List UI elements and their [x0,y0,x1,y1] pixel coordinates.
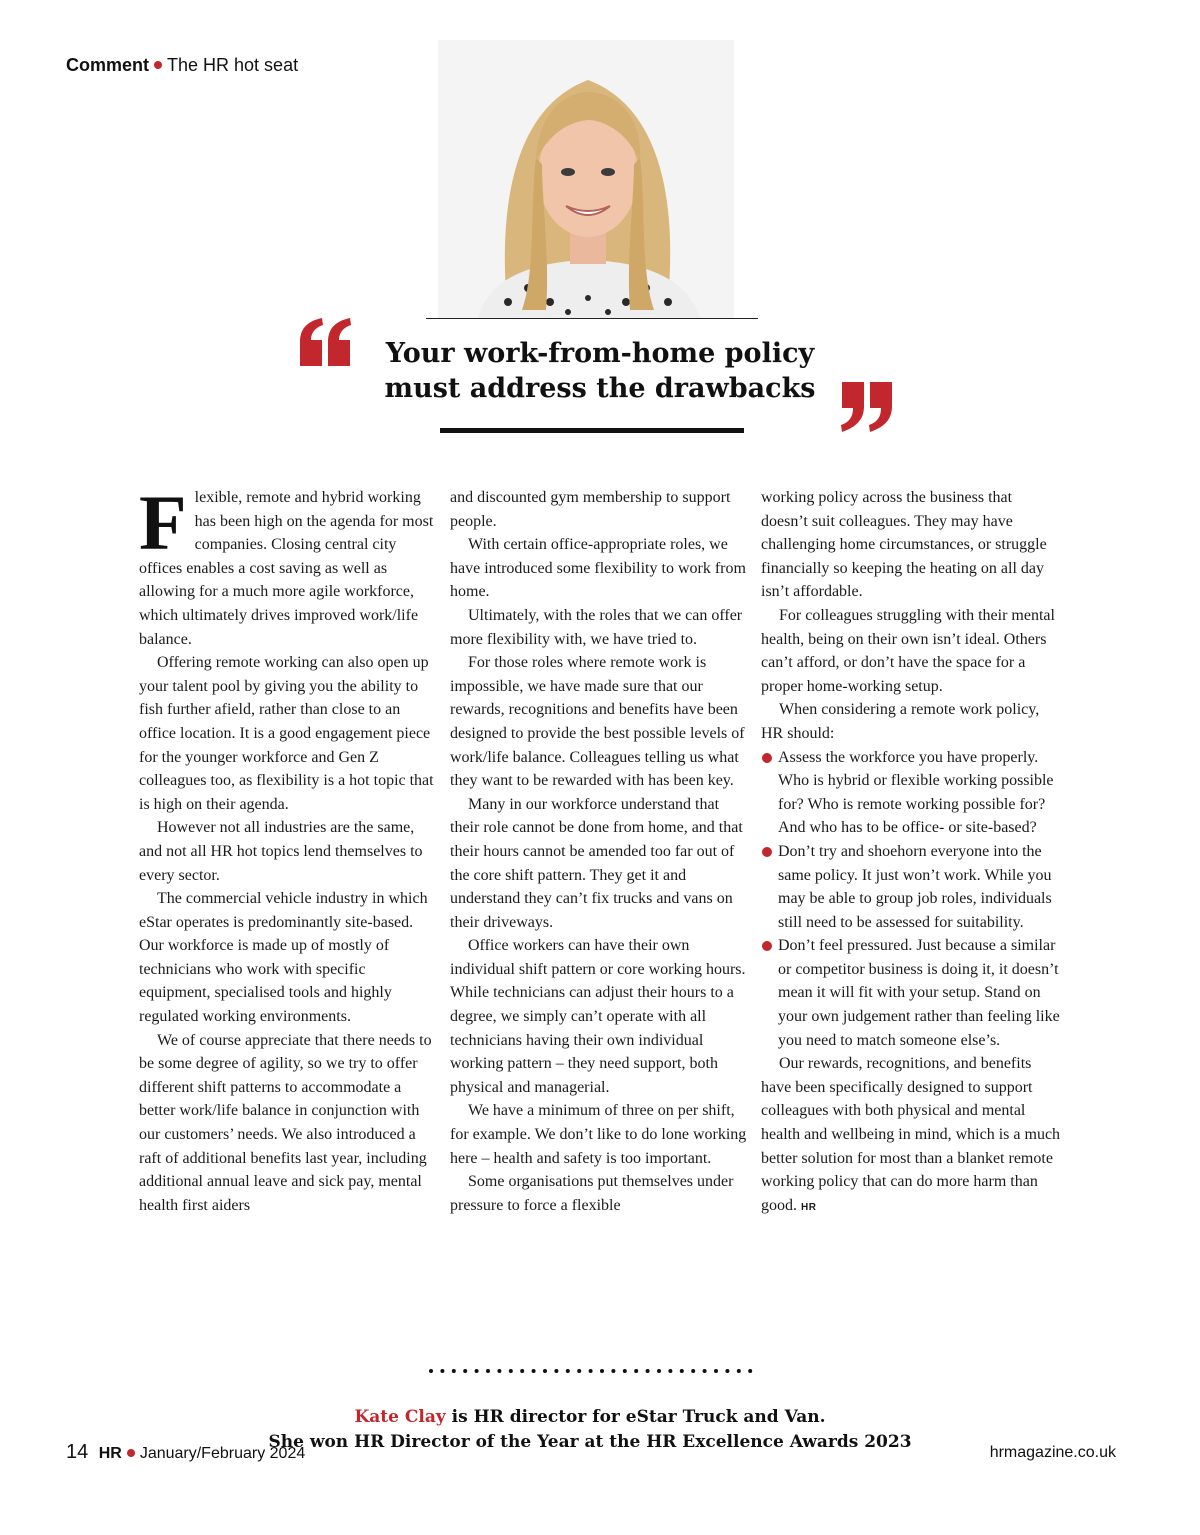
divider-dot [646,1369,650,1373]
divider-dot [680,1369,684,1373]
divider-dot [452,1369,456,1373]
bullet-dot-icon [127,1449,135,1457]
section-label: Comment [66,55,150,75]
article-column-3 [761,486,1061,1219]
divider-dot [532,1369,536,1373]
divider-dot [520,1369,524,1373]
portrait-photo-icon [438,40,734,318]
divider-dot [714,1369,718,1373]
page-number: 14 [66,1441,89,1463]
paragraph: We of course appreciate that there needs to be some degree of agility, so we try to offer different shift patterns to accommodate a better work/life balance in conjunction with our customers’ needs. We also introduced a raft of additional benefits last year, including additional annual leave and sick pay, mental health first aiders [139,1031,432,1214]
divider-dot [475,1369,479,1373]
divider-dot [463,1369,467,1373]
page-footer [66,1441,305,1464]
author-bio: Kate Clay is HR director for eStar Truck and Van. She won HR Director of the Year at the HR Excellence Awards 2023 [268,1407,912,1452]
divider-dot [509,1369,513,1373]
headline-line1: Your work-from-home policy [385,338,815,369]
author-name: Kate Clay [354,1407,446,1427]
divider-dot [703,1369,707,1373]
portrait-rule [426,318,758,319]
paragraph: For those roles where remote work is impossible, we have made sure that our rewards, recognitions and benefits have been designed to provide the best possible levels of work/life balance. Colleagues telling us what they want to be rewarded with has been key. [450,654,745,790]
paragraph: Office workers can have their own individual shift pattern or core working hours. While technicians can adjust their hours to a degree, we simply can’t operate with all technicians having their own individual working pattern – they need support, both physical and managerial. [450,937,746,1096]
bullet-item: Assess the workforce you have properly. Who is hybrid or flexible working possible for? Who is remote working possible for? And who has to be office- or site-based? [761,746,1061,840]
magazine-name: HR [98,1445,122,1462]
divider-dot [748,1369,752,1373]
paragraph: However not all industries are the same, and not all HR hot topics lend themselves to every sector. [139,819,423,884]
article-column-2 [450,486,750,1217]
bullet-dot-icon [154,61,162,69]
bullet-item: Don’t try and shoehorn everyone into the same policy. It just won’t work. While you may be able to group job roles, individuals still need to be assessed for suitability. [761,840,1061,934]
divider-dot [623,1369,627,1373]
divider-dot [554,1369,558,1373]
divider-dot [589,1369,593,1373]
paragraph: Ultimately, with the roles that we can offer more flexibility with, we have tried to. [450,606,743,648]
headline-line2: must address the drawbacks [384,373,816,404]
dotted-divider [428,1368,758,1374]
paragraph: Flexible, remote and hybrid working has been high on the agenda for most companies. Closing central city offices enables a cost saving as well as allowing for a much more agile workforce, which ultimately drives improved work/life balance. [139,479,434,648]
divider-dot [611,1369,615,1373]
paragraph: Many in our workforce understand that their role cannot be done from home, and that their hours cannot be amended too far out of the core shift pattern. They get it and understand they can’t fix trucks and vans on their driveways. [450,795,743,931]
divider-dot [577,1369,581,1373]
divider-dot [497,1369,501,1373]
website: hrmagazine.co.uk [989,1444,1116,1461]
article-column-1 [139,479,439,1217]
divider-dot [543,1369,547,1373]
paragraph: We have a minimum of three on per shift, for example. We don’t like to do lone working here – health and safety is too important. [450,1102,747,1167]
bio-line2: She won HR Director of the Year at the HR Excellence Awards 2023 [268,1432,912,1452]
drop-cap: F [139,479,187,566]
divider-dot [429,1369,433,1373]
divider-dot [691,1369,695,1373]
headline [330,336,870,406]
divider-dot [600,1369,604,1373]
paragraph: When considering a remote work policy, HR should: [761,701,1040,742]
page-header [66,55,298,76]
bullet-item: Don’t feel pressured. Just because a similar or competitor business is doing it, it doesn’t mean it will fit with your setup. Stand on your own judgement rather than feeling like you need to match someone else’s. [761,934,1061,1052]
end-mark: HR [801,1201,817,1213]
divider-dot [657,1369,661,1373]
divider-dot [668,1369,672,1373]
paragraph: Our rewards, recognitions, and benefits have been specifically designed to support colleagues with both physical and mental health and wellbeing in mind, which is a much better solution for most than a blanket remote working policy that can do more harm than good. HR [761,1055,1061,1214]
paragraph: Some organisations put themselves under pressure to force a flexible [450,1173,734,1214]
divider-dot [486,1369,490,1373]
issue-date: January/February 2024 [139,1445,306,1462]
paragraph: With certain office-appropriate roles, we have introduced some flexibility to work from home. [450,536,746,601]
paragraph: The commercial vehicle industry in which eStar operates is predominantly site-based. Our workforce is made up of mostly of technicians who work with specific equipment, specialised tools and highly regulated working environments. [139,890,428,1026]
divider-dot [634,1369,638,1373]
divider-dot [725,1369,729,1373]
divider-dot [566,1369,570,1373]
divider-dot [737,1369,741,1373]
paragraph: For colleagues struggling with their mental health, being on their own isn’t ideal. Others can’t afford, or don’t have the space for a proper home-working setup. [761,606,1055,695]
divider-dot [440,1369,444,1373]
paragraph: Offering remote working can also open up your talent pool by giving you the ability to fish further afield, rather than close to an office location. It is a good engagement piece for the younger workforce and Gen Z colleagues too, as flexibility is a hot topic that is high on their agenda. [139,654,434,813]
paragraph: and discounted gym membership to support people. [450,489,731,530]
author-portrait [438,40,734,318]
headline-rule [440,428,744,433]
section-title: The HR hot seat [167,55,299,75]
paragraph: working policy across the business that doesn’t suit colleagues. They may have challenging home circumstances, or struggle financially so keeping the heating on all day isn’t affordable. [761,489,1047,601]
